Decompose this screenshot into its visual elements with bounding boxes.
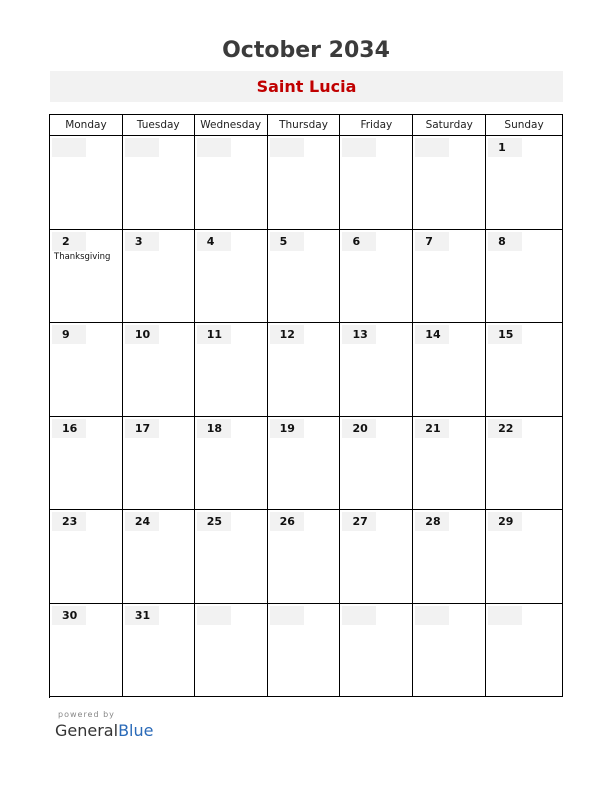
day-number <box>197 138 231 157</box>
day-number: 9 <box>52 325 86 344</box>
weekday-header: Friday <box>340 115 413 136</box>
day-cell <box>195 230 268 324</box>
day-cell <box>413 323 486 417</box>
day-number: 2 <box>52 232 86 251</box>
day-number: 1 <box>488 138 522 157</box>
day-cell <box>340 323 413 417</box>
logo-text-general: General <box>55 721 119 740</box>
day-cell <box>268 510 341 604</box>
day-cell <box>123 136 195 230</box>
weekday-header: Monday <box>50 115 123 136</box>
day-number <box>342 606 376 625</box>
country-banner <box>50 71 563 102</box>
day-cell <box>413 230 486 324</box>
day-cell <box>50 417 123 511</box>
day-cell <box>50 136 123 230</box>
day-cell <box>268 417 341 511</box>
day-cell <box>195 136 268 230</box>
day-cell <box>123 417 195 511</box>
day-number: 18 <box>197 419 231 438</box>
day-number: 28 <box>415 512 449 531</box>
day-cell <box>413 136 486 230</box>
day-number: 3 <box>125 232 159 251</box>
day-cell <box>413 417 486 511</box>
week-row <box>50 604 563 698</box>
day-number: 16 <box>52 419 86 438</box>
weekday-header: Wednesday <box>195 115 268 136</box>
day-number: 12 <box>270 325 304 344</box>
day-number: 7 <box>415 232 449 251</box>
country-name: Saint Lucia <box>256 77 357 96</box>
day-number <box>415 138 449 157</box>
day-number: 5 <box>270 232 304 251</box>
week-row <box>50 136 563 230</box>
day-cell <box>340 510 413 604</box>
day-cell <box>123 604 195 698</box>
day-cell <box>268 230 341 324</box>
day-number: 27 <box>342 512 376 531</box>
day-cell <box>268 323 341 417</box>
day-cell <box>413 604 486 698</box>
day-number: 31 <box>125 606 159 625</box>
day-cell <box>123 510 195 604</box>
week-row <box>50 230 563 324</box>
day-cell <box>50 510 123 604</box>
day-cell <box>340 136 413 230</box>
weekday-header: Saturday <box>413 115 486 136</box>
day-number: 11 <box>197 325 231 344</box>
day-cell <box>486 604 563 698</box>
day-number: 30 <box>52 606 86 625</box>
day-cell <box>123 323 195 417</box>
day-cell <box>486 417 563 511</box>
day-number <box>197 606 231 625</box>
day-cell <box>268 604 341 698</box>
logo-text-blue: Blue <box>118 721 154 740</box>
page-title: October 2034 <box>222 38 390 63</box>
day-cell <box>195 604 268 698</box>
day-number: 22 <box>488 419 522 438</box>
day-cell <box>340 230 413 324</box>
week-row <box>50 510 563 604</box>
day-cell <box>50 323 123 417</box>
day-cell <box>340 604 413 698</box>
day-cell <box>50 230 123 324</box>
day-number <box>125 138 159 157</box>
day-number <box>488 606 522 625</box>
day-cell <box>486 510 563 604</box>
weekday-header: Tuesday <box>123 115 195 136</box>
day-number <box>270 606 304 625</box>
day-cell <box>413 510 486 604</box>
day-cell <box>340 417 413 511</box>
calendar-grid <box>49 114 563 698</box>
day-number: 24 <box>125 512 159 531</box>
powered-by-text: powered by <box>58 710 115 719</box>
day-cell <box>195 417 268 511</box>
day-number: 14 <box>415 325 449 344</box>
generalblue-logo <box>55 721 153 740</box>
day-number: 15 <box>488 325 522 344</box>
day-cell <box>486 323 563 417</box>
day-number: 25 <box>197 512 231 531</box>
day-number <box>52 138 86 157</box>
day-number: 17 <box>125 419 159 438</box>
day-number: 4 <box>197 232 231 251</box>
day-number: 19 <box>270 419 304 438</box>
day-number: 23 <box>52 512 86 531</box>
day-number: 10 <box>125 325 159 344</box>
weekday-header: Thursday <box>268 115 341 136</box>
weekday-header: Sunday <box>486 115 563 136</box>
day-number <box>415 606 449 625</box>
day-number <box>270 138 304 157</box>
day-number: 21 <box>415 419 449 438</box>
day-number: 20 <box>342 419 376 438</box>
day-cell <box>50 604 123 698</box>
weekday-header-row <box>50 115 563 136</box>
day-cell <box>486 230 563 324</box>
day-number: 26 <box>270 512 304 531</box>
day-cell <box>268 136 341 230</box>
day-cell <box>195 510 268 604</box>
week-row <box>50 417 563 511</box>
day-cell <box>123 230 195 324</box>
weeks-container <box>50 136 563 697</box>
day-number: 29 <box>488 512 522 531</box>
day-number: 8 <box>488 232 522 251</box>
day-number: 13 <box>342 325 376 344</box>
week-row <box>50 323 563 417</box>
day-number <box>342 138 376 157</box>
day-number: 6 <box>342 232 376 251</box>
day-cell <box>486 136 563 230</box>
holiday-label: Thanksgiving <box>54 251 111 262</box>
day-cell <box>195 323 268 417</box>
